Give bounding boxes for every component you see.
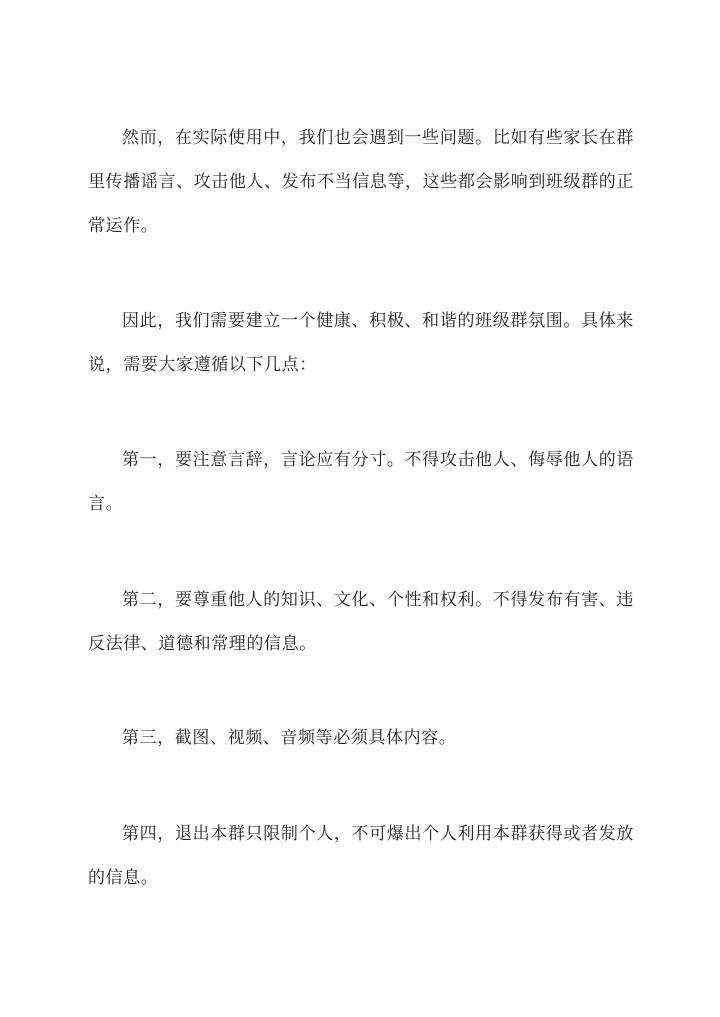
paragraph-rule-2: 第二，要尊重他人的知识、文化、个性和权利。不得发布有害、违反法律、道德和常理的信息。 <box>88 590 634 654</box>
paragraph-rule-3: 第三，截图、视频、音频等必须具体内容。 <box>122 728 457 748</box>
paragraph-rule-1: 第一，要注意言辞，言论应有分寸。不得攻击他人、侮辱他人的语言。 <box>88 450 634 514</box>
paragraph-issues: 然而，在实际使用中，我们也会遇到一些问题。比如有些家长在群里传播谣言、攻击他人、发布不当信息等，这些都会影响到班级群的正常运作。 <box>88 128 634 236</box>
paragraph-guidelines-intro: 因此，我们需要建立一个健康、积极、和谐的班级群氛围。具体来说，需要大家遵循以下几点： <box>88 311 634 375</box>
paragraph-rule-4: 第四，退出本群只限制个人，不可爆出个人利用本群获得或者发放的信息。 <box>88 824 634 888</box>
